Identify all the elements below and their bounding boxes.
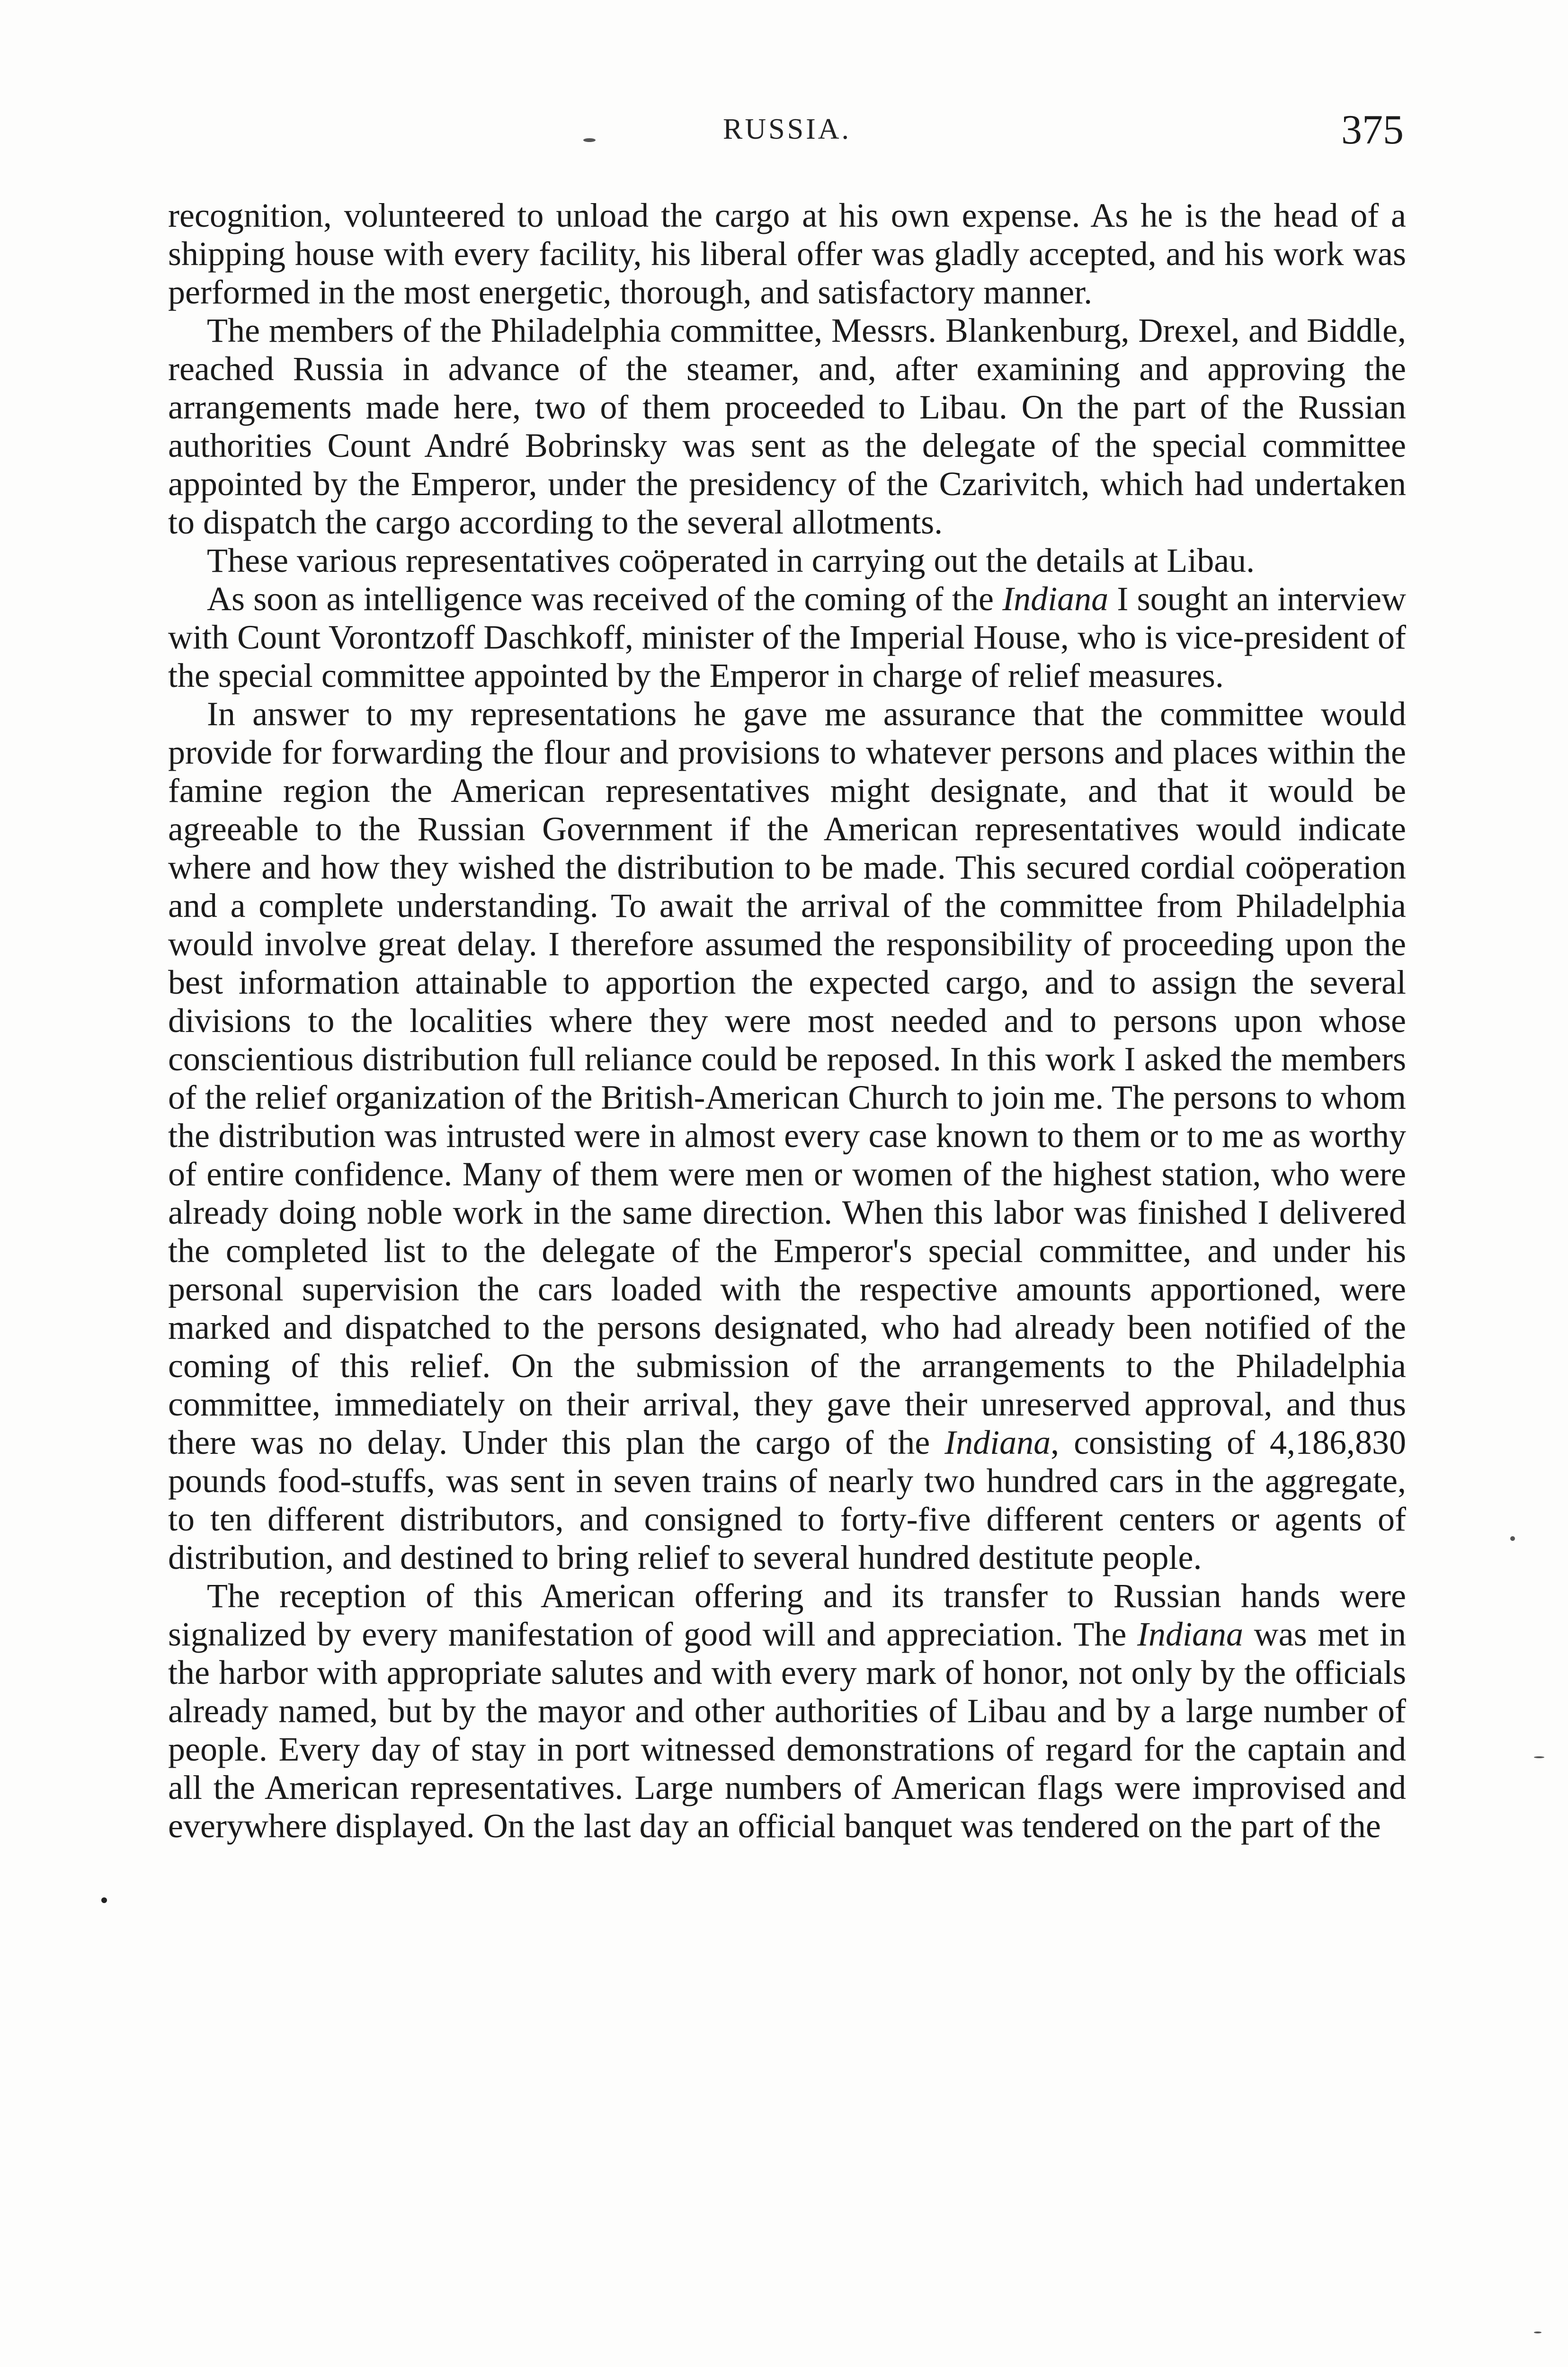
print-speck [583,138,596,142]
paragraph-4-text-b: I sought an interview with Count Vorontzoff Daschkoff, minister of the Imperial House, who is vice-president of the special committee appointed by the Emperor in charge of relief measures. [168,580,1407,694]
ship-name-italic: Indiana [1002,580,1109,618]
paragraph-4 [168,580,1406,695]
page-number: 375 [1341,107,1404,153]
paragraph-3: These various representatives coöperated in carrying out the details at Libau. [207,542,1255,579]
body-text [168,196,1406,1845]
paragraph-1: recognition, volunteered to unload the cargo at his own expense. As he is the head of a shipping house with every facility, his liberal offer was gladly accepted, and his work was performed in the most energetic, thorough, and satisfactory manner. [168,196,1406,311]
running-head: RUSSIA. [722,113,851,145]
print-speck [1510,1536,1515,1541]
paragraph-6 [168,1577,1406,1845]
paragraph-5-text-b: , consisting of 4,186,830 pounds food-stuffs, was sent in seven trains of nearly two hundred cars in the aggregate, to ten different distributors, and consigned to forty-five different centers or agents of distribution, and destined to bring relief to several hundred destitute people. [168,1424,1407,1576]
ship-name-italic: Indiana [944,1424,1051,1461]
print-speck [1534,2331,1541,2333]
paragraph-4-text-a: As soon as intelligence was received of the coming of the [207,580,1003,618]
paragraph-5 [168,695,1406,1577]
print-speck [1534,1756,1544,1758]
page-header [168,107,1406,165]
paragraph-6-text-b: was met in the harbor with appropriate salutes and with every mark of honor, not only by the officials already named, but by the mayor and other authorities of Libau and by a large number of people. Every day of stay in port witnessed demonstrations of regard for the captain and all the American representatives. Large numbers of American flags were improvised and everywhere displayed. On the last day an official banquet was tendered on the part of the [168,1615,1406,1845]
paragraph-2: The members of the Philadelphia committee, Messrs. Blankenburg, Drexel, and Biddle, reached Russia in advance of the steamer, and, after examining and approving the arrangements made here, two of them proceeded to Libau. On the part of the Russian authorities Count André Bobrinsky was sent as the delegate of the special committee appointed by the Emperor, under the presidency of the Czarivitch, which had undertaken to dispatch the cargo according to the several allotments. [168,311,1406,541]
ship-name-italic: Indiana [1137,1615,1243,1653]
print-speck [101,1897,107,1903]
paragraph-6-text-a: The reception of this American offering and its transfer to Russian hands were signalized by every manifestation of good will and appreciation. The [168,1577,1406,1653]
paragraph-5-text-a: In answer to my representations he gave me assurance that the committee would provide for forwarding the flour and provisions to whatever persons and places within the famine region the American representatives might designate, and that it would be agreeable to the Russian Government if the American representatives would indicate where and how they wished the distribution to be made. This secured cordial coöperation and a complete understanding. To await the arrival of the committee from Philadelphia would involve great delay. I therefore assumed the responsibility of proceeding upon the best information attainable to apportion the expected cargo, and to assign the several divisions to the localities where they were most needed and to persons upon whose conscientious distribution full reliance could be reposed. In this work I asked the members of the relief organization of the British-American Church to join me. The persons to whom the distribution was intrusted were in almost every case known to them or to me as worthy of entire confidence. Many of them were men or women of the highest station, who were already doing noble work in the same direction. When this labor was finished I delivered the completed list to the delegate of the Emperor's special committee, and under his personal supervision the cars loaded with the respective amounts apportioned, were marked and dispatched to the persons designated, who had already been notified of the coming of this relief. On the submission of the arrangements to the Philadelphia committee, immediately on their arrival, they gave their unreserved approval, and thus there was no delay. Under this plan the cargo of the [168,695,1406,1461]
